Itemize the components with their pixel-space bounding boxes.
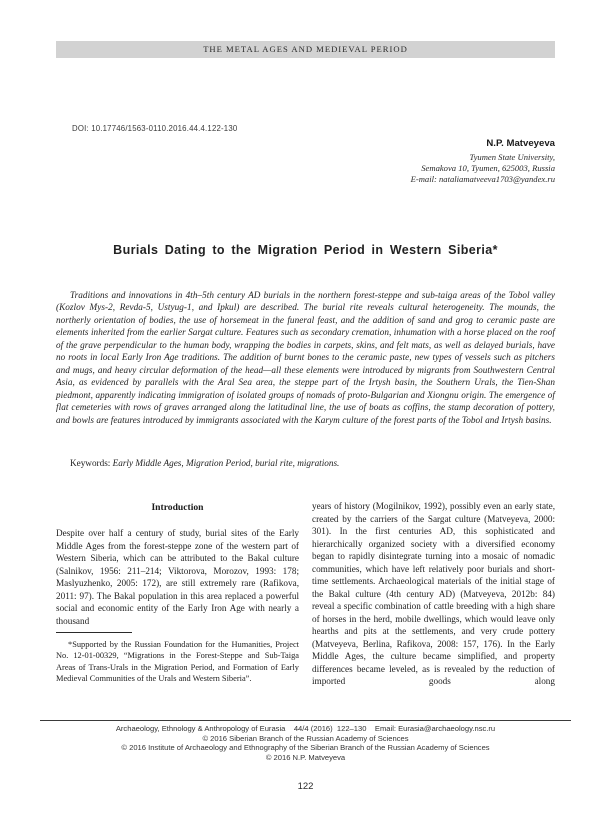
author-email: E-mail: nataliamatveeva1703@yandex.ru [410, 174, 555, 184]
footer-divider [40, 720, 571, 721]
running-head-text: THE METAL AGES AND MEDIEVAL PERIOD [203, 44, 408, 54]
author-address: Semakova 10, Tyumen, 625003, Russia [421, 163, 555, 173]
footnote-text: *Supported by the Russian Foundation for the Humanities, Project No. 12-01-00329, “Migrations in the Forest-Steppe and Sub-Taiga Areas of Trans-Urals in the Migration Period, and Formation of Early Medieval Communities of the Urals and Western Siberia”. [56, 640, 299, 684]
keywords-text: Early Middle Ages, Migration Period, burial rite, migrations. [112, 458, 340, 468]
left-column [56, 500, 299, 627]
right-column [312, 500, 555, 688]
footer-journal-line: Archaeology, Ethnology & Anthropology of Eurasia 44/4 (2016) 122–130 Email: Eurasia@archaeology.nsc.ru [115, 724, 496, 733]
body-paragraph-right: years of history (Mogilnikov, 1992), possibly even an early state, created by the carriers of the Sargat culture (Matveyeva, 2000: 301). In the first centuries AD, this sophisticated and hierarchically organized society with a diversified economy began to rapidly disintegrate turning into a mosaic of nomadic communities, which have left relatively poor burials and short-time settlements. Archaeological materials of the initial stage of the Bakal culture (4th century AD) (Matveyeva, 2012b: 84) reveal a specific combination of cattle breeding with a high share of horses in the herd, mobile dwellings, which would leave only hearths and pits at the settlements, and very crude pottery (Matveyeva, Berlina, Rafikova, 2008: 157, 176). In the Early Middle Ages, the culture became simplified, and property differences became leveled, as is revealed by the reduction of imported goods along [312, 501, 555, 686]
article-title: Burials Dating to the Migration Period in Western Siberia* [113, 243, 498, 257]
abstract-paragraph: Traditions and innovations in 4th–5th century AD burials in the northern forest-steppe and sub-taiga areas of the Tobol valley (Kozlov Mys-2, Revda-5, Ustyug-1, and Ipkul) are described. The burial rite reveals cultural heterogeneity. The mounds, the northerly orientation of bodies, the use of horsemeat in the funeral feast, and the addition of sand and grog to ceramic paste are elements inherited from the earlier Sargat culture. Features such as secondary cremation, inhumation with a horse placed on the roof of the grave perpendicular to the human body, wrapping the bodies in carpets, skins, and felt mats, as well as delayed burials, have no roots in local Early Iron Age traditions. The addition of burnt bones to the ceramic paste, new types of vessels such as pitchers and mugs, and heavy circular deformation of the head—all these elements were introduced by migrants from Southwestern Central Asia, as evidenced by parallels with the Aral Sea area, the steppe part of the Irtysh basin, the Southern Urals, the Tien-Shan piedmont, apparently indicating immigration of isolated groups of nomads of proto-Bulgarian and Xiongnu origin. The emergence of flat cemeteries with rows of graves arranged along the latitudinal line, the use of boats as coffins, the stamp decoration of pottery, and bowls are features introduced by immigrants associated with the Karym culture of the forest parts of the Tobol and Irtysh basins. [56, 290, 555, 425]
running-head-band [56, 41, 555, 58]
doi-text: DOI: 10.17746/1563-0110.2016.44.4.122-130 [72, 124, 238, 133]
section-heading-introduction: Introduction [151, 502, 204, 513]
footer-copyright-institute: © 2016 Institute of Archaeology and Ethnography of the Siberian Branch of the Russian Academy of Sciences [121, 743, 490, 753]
author-block [225, 138, 555, 185]
author-name: N.P. Matveyeva [486, 138, 555, 149]
keywords-label: Keywords: [70, 458, 111, 468]
author-affiliation: Tyumen State University, [469, 152, 555, 162]
footnote-block [56, 632, 299, 685]
footer-block [40, 724, 571, 762]
page-number: 122 [297, 781, 314, 792]
footer-copyright-branch: © 2016 Siberian Branch of the Russian Academy of Sciences [202, 733, 409, 743]
keywords-line [56, 458, 555, 468]
footer-copyright-author: © 2016 N.P. Matveyeva [265, 752, 346, 762]
footnote-divider [56, 632, 132, 633]
body-paragraph-left: Despite over half a century of study, burial sites of the Early Middle Ages from the forest-steppe zone of the western part of Western Siberia, which can be attributed to the Bakal culture (Salnikov, 1956: 211–214; Viktorova, Morozov, 1993: 178; Maslyuzhenko, 2005: 172), are still extremely rare (Rafikova, 2011: 97). The Bakal population in this area replaced a powerful social and economic entity of the Early Iron Age with nearly a thousand [56, 528, 299, 626]
